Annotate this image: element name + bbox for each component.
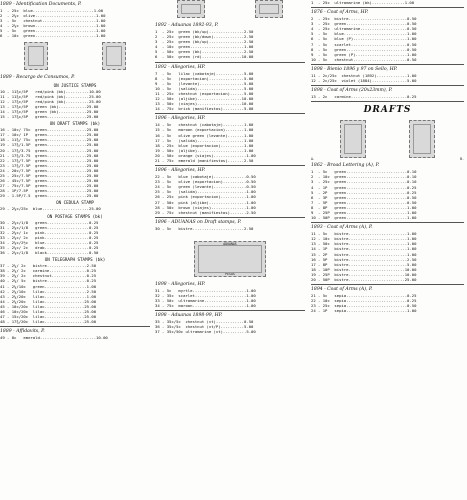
- catalog-entry: 1 - 25c blue..........................1.00: [0, 8, 104, 13]
- section-rows: [0, 206, 150, 211]
- section-header: 1889 - Identification Documents, P.: [0, 2, 82, 7]
- catalog-entry: 4 - 2¼c brown..........................1.00: [0, 23, 106, 29]
- column-1: [0, 0, 150, 500]
- section-header: 1892 - Allegories, HP.: [155, 64, 206, 70]
- section-rows: [155, 122, 305, 163]
- catalog-entry: 5 - 50c green (bk)..................2.50: [155, 49, 254, 55]
- catalog-entry: 14 - 75c brick (manifiestos).........5.00: [155, 106, 254, 112]
- catalog-entry: 6 - 50c green (rd).................10.00: [155, 54, 254, 60]
- catalog-entry: 43 - 2¼/20c lilac..................1.00: [0, 293, 97, 299]
- catalog-entry: 11 - 5c bistre.........................1.00: [311, 231, 417, 237]
- stamp-illustrations: [155, 0, 305, 21]
- divider: [155, 217, 305, 218]
- catalog-entry: 5 - 2P green..........................0.25: [311, 189, 417, 195]
- section-header: 1889 - Affidavits, P.: [0, 329, 45, 335]
- catalog-entry: 15 - 17¾c/5P green.................25.00: [0, 114, 99, 120]
- catalog-entry: 38 - 2¼/ 2c carmine................0.25: [0, 268, 97, 274]
- stamp-image: [177, 0, 205, 18]
- catalog-entry: 35 - 35c/5c chestnut (vt)............0.50: [155, 319, 254, 325]
- section-header: 1896 - Allegories, HP.: [155, 168, 206, 174]
- catalog-entry: 2 - 2¼c olive..........................1.00: [0, 13, 106, 19]
- catalog-entry: 40 - 2¼/ 5c bistre.................0.25: [0, 278, 97, 284]
- catalog-entry: 8 - 5c green..........................0.50: [311, 46, 417, 52]
- section-rows: [0, 89, 150, 120]
- catalog-entry: 36 - 2¼c/1/8 black..................0.50: [0, 250, 99, 256]
- section-rows: [0, 127, 150, 198]
- section-header: 1862 - Broad Lettering (A), P.: [311, 163, 380, 169]
- catalog-entry: 5 - 5c blue...........................1.00: [311, 31, 417, 37]
- catalog-entry: 41 - 2¼/10c green..................1.00: [0, 283, 97, 289]
- catalog-entry: 3 - 25c green (bk/up)...............2.50: [155, 39, 254, 45]
- catalog-entry: 11 - 11¾c/5P red/pink (bk)..........25.00: [0, 93, 101, 99]
- catalog-entry: 16 - 5c olive green (levante).......1.00: [155, 132, 254, 138]
- catalog-entry: 13 - 50c (viajes)...................10.00: [155, 101, 254, 107]
- catalog-entry: 1 - 5c green..........................0.10: [311, 169, 417, 175]
- catalog-entry: 29 - 1.5P/7.5 green.................25.00: [0, 193, 99, 199]
- stamp-marker: A.: [311, 157, 315, 162]
- catalog-entry: 44 - 2¼/20c lilac.................25.00: [0, 298, 97, 304]
- divider: [155, 113, 305, 114]
- catalog-entry: 19 - 50c (aljibe)....................1.00: [155, 147, 254, 153]
- catalog-entry: 7 - 5c scarlet........................0.50: [311, 41, 417, 47]
- stamp-caption: ADUANAS: [223, 241, 237, 246]
- catalog-entry: 16 - 5P bistre.........................2.50: [311, 256, 417, 262]
- catalog-entry: 32 - 2¼c/ 1c pink...................0.25: [0, 229, 99, 235]
- catalog-entry: 25 - 5c (salida).....................1.00: [155, 189, 256, 195]
- catalog-entry: 3 - 25c green..........................0.10: [311, 179, 417, 185]
- catalog-entry: 20 - 17¾/3.75 green.................25.00: [0, 147, 99, 153]
- catalog-entry: 31 - 5c myrtle.......................1.00: [155, 287, 256, 293]
- catalog-entry: 11 - 2c/25c chestnut (1892).............1.00: [311, 72, 417, 78]
- catalog-entry: 10 - 50P green..........................1.00: [311, 215, 417, 221]
- section-header: 1876 - Coat of Arms, HP.: [311, 10, 369, 16]
- catalog-entry: 31 - 2¼c/1/8 green..................0.25: [0, 224, 99, 230]
- catalog-entry: 22 - 10c sepia..........................0.25: [311, 298, 417, 304]
- catalog-entry: 20 - 50c orange (viajes)..............1.00: [155, 152, 256, 158]
- catalog-entry: 18 - 10P bistre........................10.00: [311, 266, 417, 272]
- catalog-entry: 12 - 50c (aljibe)...................10.00: [155, 96, 254, 102]
- catalog-entry: 11 - 25c chestnut (exportacion)......5.00: [155, 90, 254, 96]
- catalog-entry: 23 - 5c olive (exportacion)..........0.50: [155, 179, 256, 185]
- section-header: 1896 - ADUANAS on Draft stamps, P.: [155, 219, 242, 225]
- section-subheader: ON TELEGRAPH STAMPS (bk): [44, 257, 106, 263]
- catalog-entry: 1 - 25c green (bk/up)...............2.50: [155, 29, 254, 34]
- divider: [311, 284, 464, 285]
- section-header: 1898 - Allegories, HP.: [155, 281, 206, 287]
- section-rows: [0, 8, 150, 39]
- section-rows: [155, 174, 305, 215]
- catalog-entry: 42 - 2¼/10c lilac..................2.50: [0, 288, 97, 294]
- section-rows: [0, 220, 150, 256]
- catalog-entry: 34 - 2¼c/2½c blue...................0.25: [0, 239, 99, 245]
- divider: [311, 85, 464, 86]
- catalog-entry: 4 - 25c ultramarine....................0.50: [311, 26, 417, 32]
- catalog-entry: 18 - 11¾/ 75c green.................25.00: [0, 137, 99, 143]
- catalog-entry: 33 - 2¼c/ 2c pink...................0.25: [0, 234, 99, 240]
- catalog-entry: 20 - 50P bistre........................25.00: [311, 277, 417, 282]
- catalog-entry: 25 - 25c/7.5P green.................25.00: [0, 172, 99, 178]
- catalog-entry: 7 - 5P green..........................0.50: [311, 199, 417, 205]
- catalog-entry: 46 - 10c/20c lilac.................25.00: [0, 309, 97, 315]
- catalog-entry: 34 - 75c maroon.......................1.00: [155, 303, 256, 309]
- catalog-entry: 22 - 5c blue (cabotaje)..............0.50: [155, 174, 256, 180]
- catalog-entry: 4 - 10c green.......................1.00: [155, 44, 254, 50]
- catalog-entry: 4 - 1P green..........................0.25: [311, 184, 417, 190]
- catalog-entry: 9 - 25P green..........................1.00: [311, 209, 417, 215]
- catalog-entry: 19 - 17¾/1.5P green.................25.00: [0, 142, 99, 148]
- stamp-illustrations: [0, 39, 150, 73]
- section-header: 1892 - Aduanas 1892-93, P.: [155, 23, 219, 28]
- catalog-entry: 12 - 10c bistre.........................1.00: [311, 236, 417, 242]
- section-rows: [0, 335, 150, 340]
- catalog-entry: 8 - 8P green..........................1.00: [311, 204, 417, 210]
- catalog-entry: 3 - 5c chestnut.......................1.00: [0, 18, 106, 24]
- catalog-entry: 13 - 50c bistre.........................1.00: [311, 241, 417, 247]
- section-rows: [311, 169, 464, 220]
- catalog-entry: 27 - 75c/7.5P green.................25.00: [0, 183, 99, 189]
- divider: [311, 64, 464, 65]
- section-subheader: ON CEDULA STAMP: [56, 200, 94, 206]
- catalog-entry: 17 - 8P bistre.........................5.00: [311, 261, 417, 267]
- catalog-entry: 37 - 2¼/ 2c bistre.................2.50: [0, 263, 97, 269]
- section-rows: [155, 29, 305, 60]
- column-2: [155, 0, 305, 500]
- catalog-entry: 14 - 1P bistre.........................1.00: [311, 246, 417, 252]
- catalog-entry: 21 - 5c sepia..........................0.25: [311, 293, 417, 299]
- catalog-entry: 15 - 2P bistre.........................1.00: [311, 251, 417, 257]
- catalog-entry: 36 - 35c/5c chestnut (vt/P)..........5.00: [155, 324, 254, 330]
- stamp-illustrations: [155, 231, 305, 280]
- stamp-image: [255, 0, 283, 18]
- catalog-entry: 6 - 10c green..........................1.00: [0, 33, 106, 39]
- divider: [155, 310, 305, 311]
- catalog-entry: 37 - 35c/50c ultramarine (vt)..........5.00: [155, 329, 256, 335]
- aduanas-stamp-image: [194, 241, 266, 277]
- draft-stamp-image: [340, 120, 366, 158]
- divider: [155, 62, 305, 63]
- section-header: 1898 - Aduanas 1898-99, HP.: [155, 313, 223, 319]
- catalog-entry: 48 - 17¾/20c lilac.................25.00: [0, 319, 97, 325]
- catalog-entry: 30 - 2¼c/1/8 green..................0.25: [0, 219, 99, 225]
- catalog-entry: 16 - 10c/ 75c green.................25.00: [0, 127, 99, 133]
- column-3: [311, 0, 464, 500]
- catalog-entry: 45 - 10c/20c lilac.................25.00: [0, 303, 97, 309]
- catalog-entry: 6 - 3P green..........................0.50: [311, 194, 417, 200]
- catalog-entry: 1 - 25c ultramarine (bk)..............1.00: [311, 0, 415, 5]
- catalog-entry: 19 - 25P bistre........................10.00: [311, 271, 417, 277]
- catalog-entry: 28 - 1P/7.5P green.................25.00: [0, 188, 99, 194]
- catalog-entry: 13 - 17¾c/5P green (bk)............25.00: [0, 103, 99, 109]
- section-rows: [311, 293, 464, 313]
- catalog-entry: 15 - 5c maroon (exportacion)........1.00: [155, 127, 254, 133]
- catalog-entry: 32 - 35c scarlet......................1.00: [155, 293, 256, 298]
- catalog-entry: 24 - 20c/7.5P green.................25.00: [0, 167, 99, 173]
- catalog-entry: 26 - 45c/7.5P green.................25.00: [0, 178, 99, 184]
- section-rows: [0, 263, 150, 324]
- catalog-entry: 2 - 25c bistre.........................0.50: [311, 16, 417, 22]
- drafts-title: DRAFTS: [363, 105, 412, 116]
- section-rows: [311, 16, 464, 62]
- catalog-entry: 24 - 5c green (levante)..............0.50: [155, 184, 256, 190]
- catalog-entry: 2 - 25c green (bk/down).............2.50: [155, 34, 254, 40]
- catalog-entry: 6 - 5c blue (P).......................1.00: [311, 36, 417, 42]
- catalog-entry: 47 - 15c/20c lilac.................25.00: [0, 314, 97, 320]
- section-rows: [155, 71, 305, 112]
- section-rows: [311, 73, 464, 83]
- catalog-entry: 12 - 17¾c/5P red/pink (bk)..........25.00: [0, 98, 101, 104]
- catalog-entry: 29 - 2¼c/25c blue....................25.00: [0, 206, 101, 212]
- catalog-entry: 23 - 17¾/7.5P green.................25.00: [0, 162, 99, 168]
- catalog-entry: 18 - 25c blue (exportacion)..........1.00: [155, 142, 254, 148]
- catalog-entry: 39 - 2¼/ 2c chestnut...............0.25: [0, 273, 97, 279]
- catalog-entry: 26 - 25c pink (exportacion)...........1.00: [155, 194, 256, 200]
- catalog-entry: 2 - 10c green..........................0.10: [311, 174, 417, 180]
- catalog-entry: 10 - 5c (salida)....................5.00: [155, 85, 254, 91]
- section-rows: [311, 0, 464, 5]
- stamp-caption: PESOS: [225, 271, 235, 276]
- section-header: 1898 - Coat of Arms (20x23mm), P.: [311, 88, 393, 94]
- section-header: 1898 - Bienio 1896 y 97 on Sello, HP.: [311, 66, 398, 72]
- catalog-entry: 13 - 2c carmine........................0.25: [311, 94, 417, 100]
- catalog-entry: 5 - 5c green..........................1.00: [0, 28, 106, 34]
- section-header: 1896 - Allegories, HP.: [155, 116, 206, 122]
- catalog-entry: 3 - 25c green..........................0.50: [311, 21, 417, 27]
- section-rows: [155, 288, 305, 308]
- catalog-entry: 27 - 50c pink (aljibe)................1.00: [155, 199, 256, 205]
- section-subheader: ON POSTAGE STAMPS (bk): [47, 213, 103, 219]
- section-rows: [311, 231, 464, 282]
- catalog-entry: 10 - 5c chestnut.......................0.50: [311, 56, 417, 62]
- catalog-entry: 33 - 50c ultramarine..................1.00: [155, 298, 256, 304]
- section-header: 1893 - Coat of Arms (A), P.: [311, 225, 373, 231]
- section-rows: [155, 319, 305, 334]
- stamp-image: [102, 42, 126, 70]
- catalog-entry: 8 - 5c (exportacion)...............5.00: [155, 75, 254, 81]
- section-subheader: ON JUSTICE STAMPS: [53, 82, 97, 88]
- section-rows: [311, 94, 464, 99]
- catalog-entry: 28 - 50c brown (viajes)...............1.00: [155, 204, 256, 210]
- catalog-entry: 29 - 75c chestnut (manifiestos).......2.50: [155, 209, 256, 215]
- catalog-entry: 7 - 5c lilac (cabotaje)............5.00: [155, 70, 254, 76]
- divider: [311, 222, 464, 223]
- stamp-marker: B.: [460, 157, 464, 162]
- section-header: 1889 - Recargo de Consumos, P.: [0, 74, 75, 80]
- catalog-entry: 9 - 5c green (P)......................1.00: [311, 51, 417, 57]
- catalog-entry: 12 - 2c/25c violet (1884)...............5.00: [311, 78, 417, 84]
- catalog-entry: 22 - 17¾/7.5P green.................25.00: [0, 157, 99, 163]
- section-subheader: ON DRAFT STAMPS (bk): [49, 121, 101, 127]
- catalog-entry: 17 - 5c (salida)....................1.00: [155, 137, 254, 143]
- catalog-entry: 10 - 11¾c/5P red/pink (bk)..........10.00: [0, 88, 101, 94]
- catalog-entry: 35 - 2¼c/ 2c drab...................0.25: [0, 245, 99, 250]
- catalog-entry: 23 - 25c sepia..........................0.50: [311, 303, 417, 309]
- catalog-entry: 30 - 5c bistre......................2.50: [155, 225, 254, 231]
- stamp-illustrations: [311, 117, 464, 161]
- divider: [311, 101, 464, 102]
- catalog-entry: 24 - 1P sepia..........................1.00: [311, 308, 417, 314]
- stamp-image: [24, 42, 48, 70]
- catalog-entry: 17 - 10c/ 1P green.................25.00: [0, 132, 99, 138]
- catalog-entry: 14 - 17¾c/5P green (bk)............25.00: [0, 108, 99, 114]
- divider: [155, 165, 305, 166]
- catalog-entry: 9 - 5c (levante)...................5.00: [155, 80, 254, 86]
- draft-stamp-image: [409, 120, 435, 158]
- section-header: 1894 - Coat of Arms (A), P.: [311, 287, 373, 293]
- catalog-entry: 21 - 17¾/3.75 green.................25.00: [0, 152, 99, 158]
- divider: [0, 326, 150, 327]
- catalog-entry: 21 - 75c emerald (manifiestos).......2.50: [155, 157, 254, 163]
- divider: [311, 7, 464, 8]
- catalog-entry: 49 - 8c emerald........................10.00: [0, 335, 108, 341]
- catalog-entry: 14 - 5c chestnut (cabotaje).........1.00: [155, 122, 254, 128]
